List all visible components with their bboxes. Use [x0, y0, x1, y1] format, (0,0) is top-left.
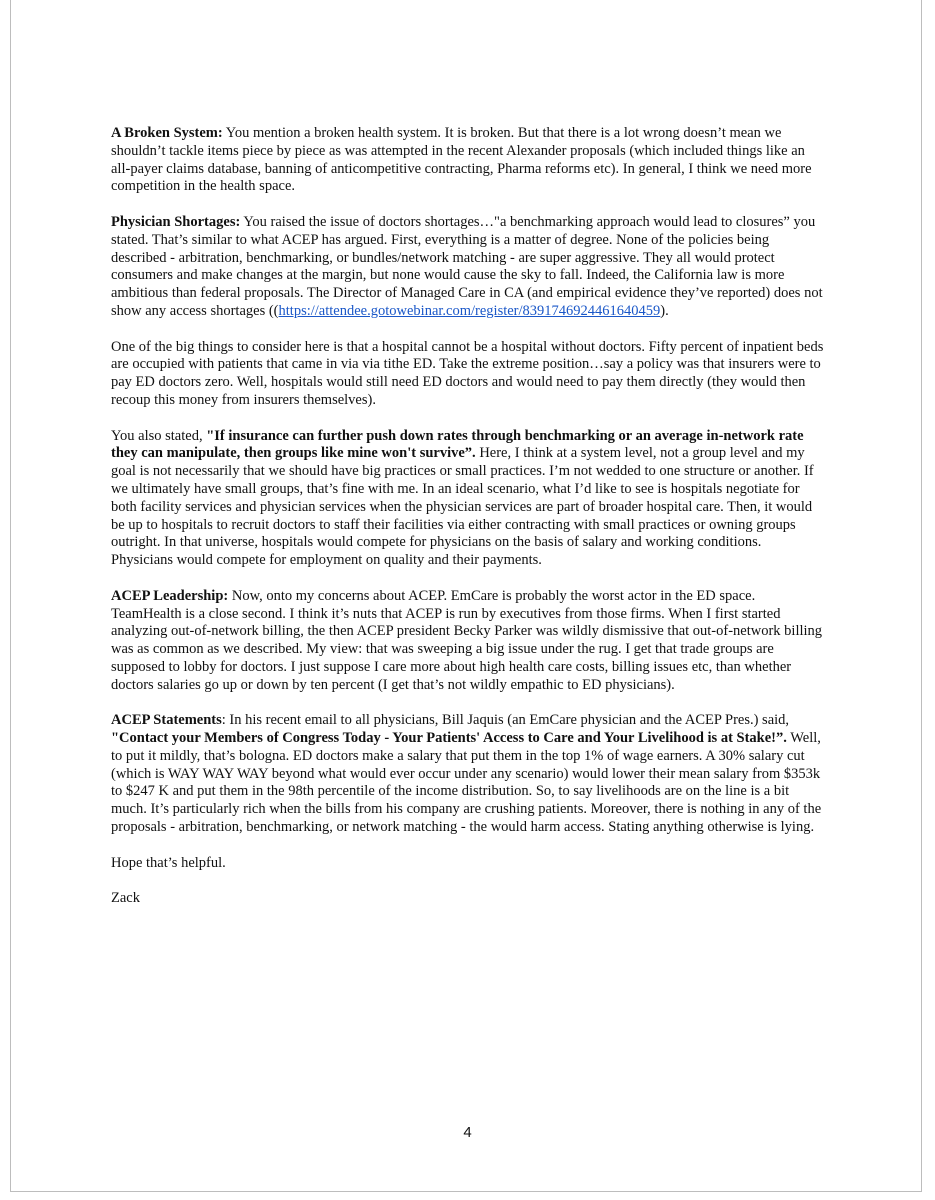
heading-acep-leadership: ACEP Leadership:	[111, 587, 229, 604]
heading-broken-system: A Broken System:	[111, 125, 223, 141]
paragraph-acep-leadership	[111, 588, 827, 695]
paragraph-also-stated	[111, 428, 827, 570]
also-stated-intro: You also stated,	[111, 427, 207, 444]
acep-statements-text: Well, to put it mildly, that’s bologna. ED doctors make a salary that put them in the top 1% of wage earners. A 30% salary cut (which is WAY WAY WAY beyond what would ever occur under any scenario) would lower their mean salary from $353k to $247 K and put them in the 98th percentile of the income distribution. So, to say livelihoods are on the line is a bit much. It’s particularly rich when the bills from his company are crushing patients. Moreover, there is nothing in any of the proposals - arbitration, benchmarking, or network matching - the would harm access. Stating anything otherwise is lying.	[111, 730, 822, 836]
physician-shortages-text: You raised the issue of doctors shortages…"a benchmarking approach would lead to closures” you stated. That’s similar to what ACEP has argued. First, everything is a matter of degree. None of the policies being described - arbitration, benchmarking, or bundles/network matching - are super aggressive. They all would protect consumers and make changes at the margin, but none would cause the sky to fall. Indeed, the California law is more ambitious than federal proposals. The Director of Managed Care in CA (and empirical evidence they’ve reported) does not show any access shortages ((	[111, 213, 823, 319]
physician-shortages-text-end: ).	[660, 302, 669, 319]
also-stated-quote: "If insurance can further push down rates through benchmarking or an average in-network rate they can manipulate, then groups like mine won't survive”.	[111, 427, 804, 462]
signature: Zack	[111, 890, 140, 907]
heading-physician-shortages: Physician Shortages:	[111, 213, 241, 230]
paragraph-acep-statements	[111, 712, 827, 837]
heading-acep-statements: ACEP Statements	[111, 712, 222, 729]
acep-statements-quote: "Contact your Members of Congress Today - Your Patients' Access to Care and Your Livelihood is at Stake!”.	[111, 730, 787, 747]
also-stated-text: Here, I think at a system level, not a group level and my goal is not necessarily that we should have big practices or small practices. I’m not wedded to one structure or another. If we ultimately have small groups, that’s fine with me. In an ideal scenario, what I’d like to see is hospitals negotiate for both facility services and physician services when the physician services are part of broader hospital care. Then, it would be up to hospitals to recruit doctors to staff their facilities via either contracting with small practices or owning groups outright. In that universe, hospitals would compete for physicians on the basis of salary and working conditions. Physicians would compete for employment on quality and their payments.	[111, 445, 814, 569]
closing-line: Hope that’s helpful.	[111, 854, 226, 871]
broken-system-text: You mention a broken health system. It is broken. But that there is a lot wrong doesn’t mean we shouldn’t tackle items piece by piece as was attempted in the recent Alexander proposals (which included things like an all-payer claims database, banning of anticompetitive contracting, Pharma reforms etc). In general, I think we need more competition in the health space.	[111, 125, 812, 195]
webinar-link[interactable]: https://attendee.gotowebinar.com/register/8391746924461640459	[278, 302, 661, 319]
acep-statements-text-before: : In his recent email to all physicians, Bill Jaquis (an EmCare physician and the ACEP Pres.) said,	[221, 712, 790, 729]
page-number: 4	[463, 1124, 472, 1141]
acep-leadership-text: Now, onto my concerns about ACEP. EmCare is probably the worst actor in the ED space. TeamHealth is a close second. I think it’s nuts that ACEP is run by executives from those firms. When I first started analyzing out-of-network billing, the then ACEP president Becky Parker was wildly dismissive that out-of-network billing was as common as we described. My view: that was sweeping a big issue under the rug. I get that trade groups are supposed to lobby for doctors. I just suppose I care more about high health care costs, billing issues etc, than whether doctors salaries go up or down by ten percent (I get that’s not wildly empathic to ED physicians).	[111, 587, 823, 693]
document-body	[111, 125, 827, 926]
paragraph-broken-system	[111, 125, 827, 196]
paragraph-physician-shortages	[111, 214, 827, 321]
paragraph-hospital: One of the big things to consider here is that a hospital cannot be a hospital without doctors. Fifty percent of inpatient beds are occupied with patients that came in via via tithe ED. Take the extreme position…say a policy was that insurers were to pay ED doctors zero. Well, hospitals would still need ED doctors and would need to pay them directly (they would then recoup this money from insurers themselves).	[111, 338, 824, 408]
